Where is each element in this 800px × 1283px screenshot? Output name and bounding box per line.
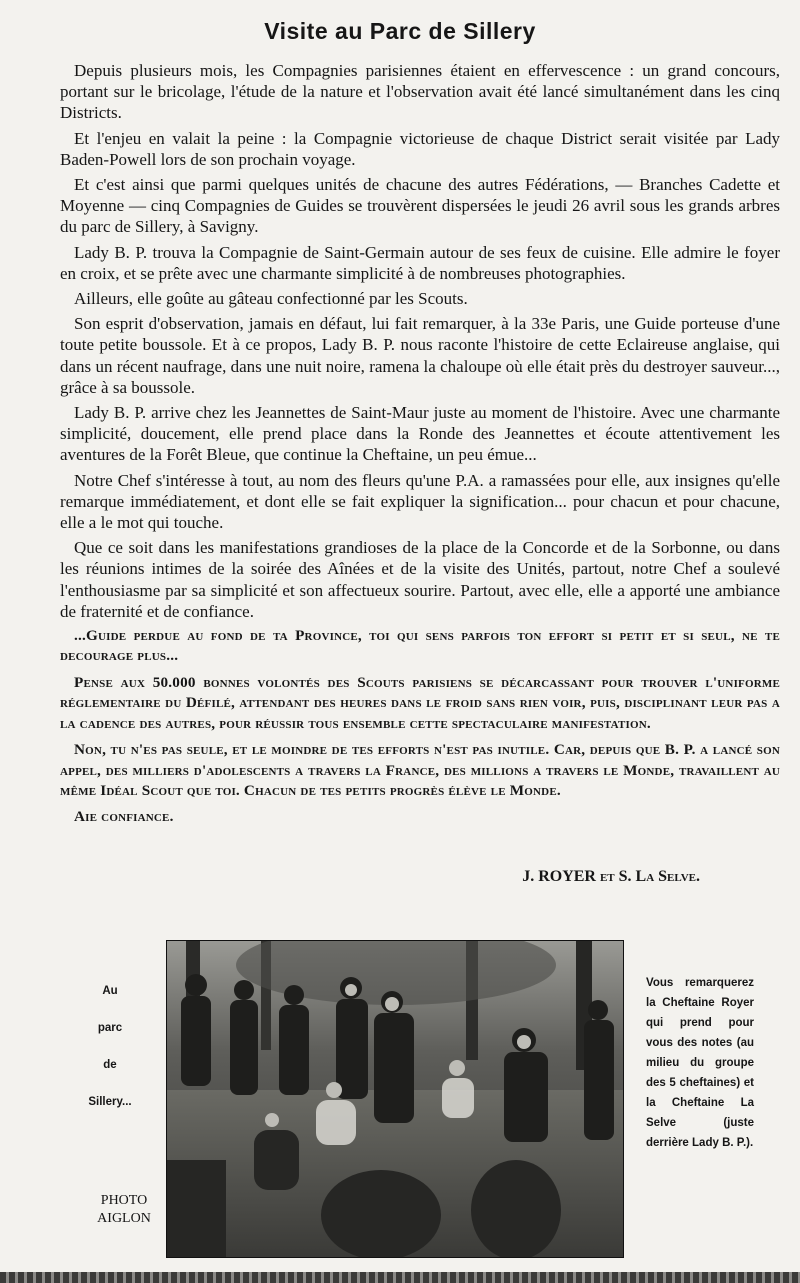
- paragraph: Lady B. P. arrive chez les Jeannettes de Saint-Maur juste au moment de l'histoire. Avec une charmante simplicité, doucement, elle prend place dans la Ronde des Jeannettes et écoute attentivement les aventures de la Forêt Bleue, que continue la Cheftaine, un peu émue...: [60, 403, 780, 465]
- paragraph: Son esprit d'observation, jamais en défaut, lui fait remarquer, à la 33e Paris, une Guide porteuse d'une toute petite boussole. Et à ce propos, Lady B. P. nous raconte l'histoire de cette Eclaireuse anglaise, qui dans un récent naufrage, dans une nuit noire, ramena la chaloupe où elle était près du destroyer sauveur..., grâce à sa boussole.: [60, 314, 780, 397]
- photo-caption-left: [60, 985, 160, 1133]
- caption-line: Sillery...: [88, 1096, 132, 1108]
- caption-line: de: [103, 1059, 117, 1071]
- photo-caption-right: [646, 973, 754, 1153]
- paragraph: Lady B. P. trouva la Compagnie de Saint-Germain autour de ses feux de cuisine. Elle admire le foyer en croix, et se prête avec une charmante simplicité à de nombreuses photographies.: [60, 242, 780, 283]
- paragraph: Que ce soit dans les manifestations grandioses de la place de la Concorde et de la Sorbonne, ou dans les réunions intimes de la soirée des Aînées et de la visite des Unités, partout, notre Chef a soulevé l'enthousiasme par sa simplicité et son affectueux sourire. Partout, avec elle, elle a apporté une ambiance de fraternité et de confiance.: [60, 538, 780, 621]
- paragraph: Depuis plusieurs mois, les Compagnies parisiennes étaient en effervescence : un grand concours, portant sur le bricolage, l'étude de la nature et l'observation avait été lancé simultanément dans les cinq Districts.: [60, 61, 780, 123]
- article-title: Visite au Parc de Sillery: [264, 18, 536, 44]
- closing-paragraph: Pense aux 50.000 bonnes volontés des Scouts parisiens se décarcassant pour trouver l'uniforme réglementaire du Défilé, attendant des heures dans le froid sans rien voir, puis, disciplinant leur pas a la cadence des autres, pour réussir tous ensemble cette spectaculaire manifestation.: [60, 673, 780, 732]
- credit-line: AIGLON: [97, 1211, 151, 1226]
- page-edge-border: [0, 1272, 800, 1283]
- caption-line: Au: [102, 985, 118, 997]
- closing-paragraph: Aie confiance.: [74, 808, 174, 826]
- paragraph: Ailleurs, elle goûte au gâteau confectionné par les Scouts.: [74, 289, 468, 309]
- closing-paragraph: ...Guide perdue au fond de ta Province, toi qui sens parfois ton effort si petit et si seul, ne te decourage plus...: [60, 627, 780, 665]
- author-signature: J. ROYER et S. La Selve.: [522, 868, 700, 885]
- group-photo: [166, 940, 624, 1258]
- article-body: [60, 60, 780, 834]
- caption-line: parc: [97, 1022, 123, 1034]
- closing-paragraph: Non, tu n'es pas seule, et le moindre de tes efforts n'est pas inutile. Car, depuis que B. P. a lancé son appel, des milliers d'adolescents a travers la France, des millions a travers le Monde, travaillent au même Idéal Scout que toi. Chacun de tes petits progrès élève le Monde.: [60, 741, 780, 799]
- paragraph: Et l'enjeu en valait la peine : la Compagnie victorieuse de chaque District serait visitée par Lady Baden-Powell lors de son prochain voyage.: [60, 128, 780, 169]
- caption-text: Vous remarquerez la Cheftaine Royer qui prend pour vous des notes (au milieu du groupe des 5 cheftaines) et la Cheftaine La Selve (juste derrière Lady B. P.).: [646, 977, 754, 1149]
- paragraph: Et c'est ainsi que parmi quelques unités de chacune des autres Fédérations, — Branches Cadette et Moyenne — cinq Compagnies de Guides se trouvèrent dispersées le jeudi 26 avril sous les grands arbres du parc de Sillery, à Savigny.: [60, 175, 780, 237]
- photo-credit: [74, 1192, 174, 1228]
- paragraph: Notre Chef s'intéresse à tout, au nom des fleurs qu'une P.A. a ramassées pour elle, aux insignes qu'elle remarque immédiatement, et dont elle se fait expliquer la signification... pour chacun et pour chacune, elle a le mot qui touche.: [60, 470, 780, 533]
- photo-illustration: [166, 940, 624, 1258]
- credit-line: PHOTO: [100, 1193, 148, 1208]
